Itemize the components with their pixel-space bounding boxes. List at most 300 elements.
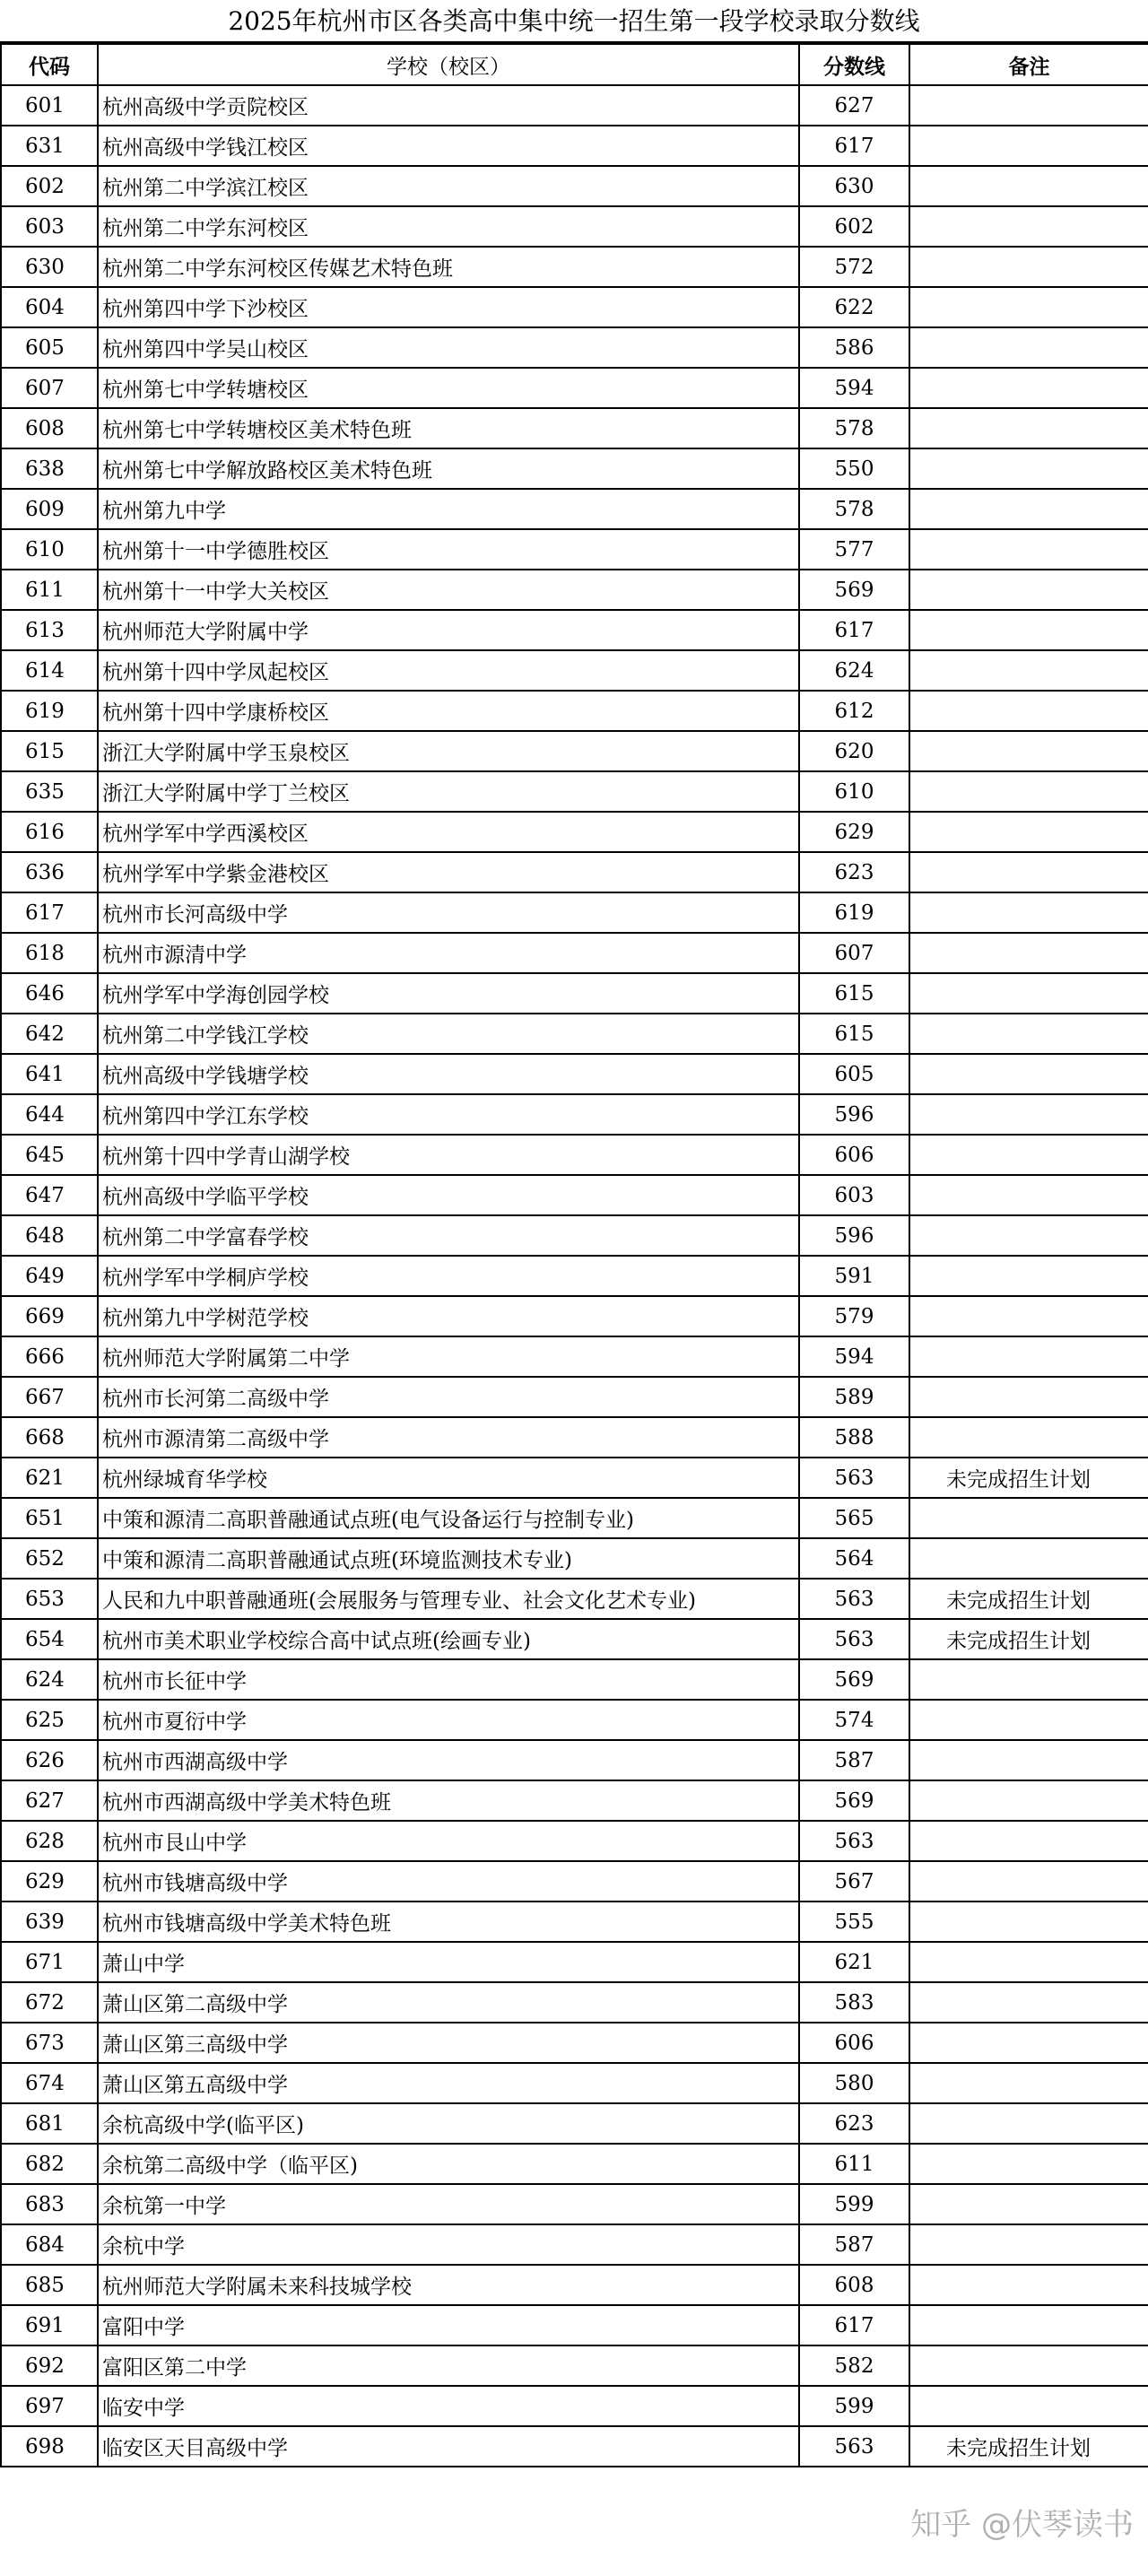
cell-score: 627 xyxy=(799,85,909,126)
cell-score: 596 xyxy=(799,1094,909,1135)
cell-score: 605 xyxy=(799,1054,909,1094)
cell-code: 653 xyxy=(1,1579,98,1619)
table-row xyxy=(1,570,1148,610)
cell-code: 692 xyxy=(1,2345,98,2386)
cell-code: 673 xyxy=(1,2023,98,2063)
cell-note xyxy=(909,1094,1148,1135)
cell-note xyxy=(909,489,1148,529)
cell-note xyxy=(909,2063,1148,2103)
cell-note xyxy=(909,1982,1148,2023)
cell-school: 杭州市钱塘高级中学 xyxy=(98,1861,799,1902)
cell-score: 569 xyxy=(799,1780,909,1821)
cell-score: 594 xyxy=(799,1336,909,1377)
cell-school: 富阳中学 xyxy=(98,2305,799,2345)
cell-school: 杭州第十四中学青山湖学校 xyxy=(98,1135,799,1175)
table-row xyxy=(1,1054,1148,1094)
cell-code: 626 xyxy=(1,1740,98,1780)
table-row xyxy=(1,2063,1148,2103)
cell-note xyxy=(909,1377,1148,1417)
cell-code: 631 xyxy=(1,126,98,166)
table-row xyxy=(1,2103,1148,2144)
cell-note xyxy=(909,166,1148,206)
cell-code: 610 xyxy=(1,529,98,570)
cell-score: 611 xyxy=(799,2144,909,2184)
cell-note xyxy=(909,2144,1148,2184)
cell-note xyxy=(909,1256,1148,1296)
cell-score: 564 xyxy=(799,1538,909,1579)
table-row xyxy=(1,1821,1148,1861)
cell-school: 杭州第二中学滨江校区 xyxy=(98,166,799,206)
cell-note xyxy=(909,610,1148,650)
cell-score: 574 xyxy=(799,1700,909,1740)
cell-note xyxy=(909,529,1148,570)
table-row xyxy=(1,771,1148,812)
cell-code: 614 xyxy=(1,650,98,691)
cell-note xyxy=(909,368,1148,408)
cell-score: 607 xyxy=(799,933,909,973)
cell-code: 642 xyxy=(1,1014,98,1054)
cell-code: 652 xyxy=(1,1538,98,1579)
cell-note xyxy=(909,1700,1148,1740)
cell-school: 杭州第二中学富春学校 xyxy=(98,1215,799,1256)
cell-score: 579 xyxy=(799,1296,909,1336)
cell-score: 623 xyxy=(799,2103,909,2144)
table-row xyxy=(1,1902,1148,1942)
cell-note xyxy=(909,691,1148,731)
cell-school: 杭州第四中学吴山校区 xyxy=(98,327,799,368)
table-body xyxy=(1,85,1148,2467)
cell-school: 余杭第二高级中学（临平区) xyxy=(98,2144,799,2184)
cell-school: 临安区天目高级中学 xyxy=(98,2426,799,2467)
cell-note xyxy=(909,2224,1148,2265)
cell-note xyxy=(909,933,1148,973)
cell-score: 569 xyxy=(799,570,909,610)
cell-code: 651 xyxy=(1,1498,98,1538)
cell-score: 603 xyxy=(799,1175,909,1215)
cell-school: 杭州市钱塘高级中学美术特色班 xyxy=(98,1902,799,1942)
cell-note xyxy=(909,1336,1148,1377)
table-row xyxy=(1,2386,1148,2426)
cell-note xyxy=(909,731,1148,771)
cell-note xyxy=(909,812,1148,852)
table-row xyxy=(1,1175,1148,1215)
cell-code: 666 xyxy=(1,1336,98,1377)
cell-school: 杭州市长河第二高级中学 xyxy=(98,1377,799,1417)
cell-score: 550 xyxy=(799,448,909,489)
table-row xyxy=(1,529,1148,570)
header-school: 学校（校区） xyxy=(98,44,799,85)
table-row xyxy=(1,1256,1148,1296)
cell-school: 杭州第九中学 xyxy=(98,489,799,529)
table-row xyxy=(1,126,1148,166)
table-row xyxy=(1,1700,1148,1740)
cell-school: 杭州师范大学附属中学 xyxy=(98,610,799,650)
cell-school: 杭州市源清第二高级中学 xyxy=(98,1417,799,1458)
cell-school: 杭州市夏衍中学 xyxy=(98,1700,799,1740)
cell-note xyxy=(909,2345,1148,2386)
cell-note xyxy=(909,85,1148,126)
cell-school: 杭州第二中学东河校区传媒艺术特色班 xyxy=(98,247,799,287)
cell-score: 596 xyxy=(799,1215,909,1256)
cell-school: 中策和源清二高职普融通试点班(环境监测技术专业) xyxy=(98,1538,799,1579)
table-row xyxy=(1,1458,1148,1498)
cell-code: 602 xyxy=(1,166,98,206)
cell-code: 605 xyxy=(1,327,98,368)
cell-note xyxy=(909,1780,1148,1821)
cell-note xyxy=(909,1296,1148,1336)
cell-score: 563 xyxy=(799,1458,909,1498)
cell-code: 627 xyxy=(1,1780,98,1821)
cell-school: 杭州高级中学钱江校区 xyxy=(98,126,799,166)
cell-school: 杭州学军中学紫金港校区 xyxy=(98,852,799,892)
cell-school: 杭州第十一中学德胜校区 xyxy=(98,529,799,570)
cell-code: 639 xyxy=(1,1902,98,1942)
cell-score: 588 xyxy=(799,1417,909,1458)
cell-code: 635 xyxy=(1,771,98,812)
table-row xyxy=(1,2426,1148,2467)
cell-note xyxy=(909,1215,1148,1256)
table-row xyxy=(1,610,1148,650)
header-row xyxy=(1,44,1148,85)
table-row xyxy=(1,287,1148,327)
table-row xyxy=(1,1780,1148,1821)
cell-school: 杭州第七中学转塘校区美术特色班 xyxy=(98,408,799,448)
cell-code: 683 xyxy=(1,2184,98,2224)
cell-score: 615 xyxy=(799,1014,909,1054)
cell-note xyxy=(909,247,1148,287)
score-table xyxy=(0,43,1148,2467)
cell-code: 645 xyxy=(1,1135,98,1175)
cell-note xyxy=(909,1135,1148,1175)
table-row xyxy=(1,2184,1148,2224)
cell-code: 682 xyxy=(1,2144,98,2184)
table-row xyxy=(1,247,1148,287)
cell-school: 萧山区第二高级中学 xyxy=(98,1982,799,2023)
cell-school: 杭州高级中学钱塘学校 xyxy=(98,1054,799,1094)
cell-score: 630 xyxy=(799,166,909,206)
cell-score: 617 xyxy=(799,126,909,166)
cell-score: 589 xyxy=(799,1377,909,1417)
cell-school: 余杭中学 xyxy=(98,2224,799,2265)
cell-score: 583 xyxy=(799,1982,909,2023)
cell-score: 599 xyxy=(799,2386,909,2426)
cell-score: 620 xyxy=(799,731,909,771)
table-row xyxy=(1,489,1148,529)
cell-school: 余杭高级中学(临平区) xyxy=(98,2103,799,2144)
table-row xyxy=(1,2265,1148,2305)
cell-score: 617 xyxy=(799,610,909,650)
cell-score: 617 xyxy=(799,2305,909,2345)
cell-school: 杭州第十一中学大关校区 xyxy=(98,570,799,610)
cell-note xyxy=(909,1902,1148,1942)
cell-score: 594 xyxy=(799,368,909,408)
cell-score: 623 xyxy=(799,852,909,892)
cell-code: 630 xyxy=(1,247,98,287)
cell-note xyxy=(909,206,1148,247)
cell-score: 629 xyxy=(799,812,909,852)
cell-school: 萧山中学 xyxy=(98,1942,799,1982)
cell-school: 杭州第九中学树范学校 xyxy=(98,1296,799,1336)
cell-school: 萧山区第五高级中学 xyxy=(98,2063,799,2103)
table-row xyxy=(1,85,1148,126)
cell-note xyxy=(909,2265,1148,2305)
cell-note: 未完成招生计划 xyxy=(909,1458,1148,1498)
table-row xyxy=(1,933,1148,973)
cell-code: 624 xyxy=(1,1659,98,1700)
cell-note: 未完成招生计划 xyxy=(909,1619,1148,1659)
cell-school: 杭州高级中学贡院校区 xyxy=(98,85,799,126)
cell-code: 609 xyxy=(1,489,98,529)
cell-school: 杭州市西湖高级中学美术特色班 xyxy=(98,1780,799,1821)
cell-school: 杭州第十四中学康桥校区 xyxy=(98,691,799,731)
cell-school: 杭州市长河高级中学 xyxy=(98,892,799,933)
table-row xyxy=(1,731,1148,771)
cell-note xyxy=(909,327,1148,368)
cell-note xyxy=(909,973,1148,1014)
cell-note xyxy=(909,1175,1148,1215)
cell-code: 629 xyxy=(1,1861,98,1902)
cell-school: 浙江大学附属中学丁兰校区 xyxy=(98,771,799,812)
table-row xyxy=(1,1336,1148,1377)
cell-score: 606 xyxy=(799,2023,909,2063)
cell-code: 669 xyxy=(1,1296,98,1336)
cell-note xyxy=(909,2305,1148,2345)
cell-school: 杭州市西湖高级中学 xyxy=(98,1740,799,1780)
cell-note xyxy=(909,1417,1148,1458)
cell-school: 杭州第十四中学凤起校区 xyxy=(98,650,799,691)
cell-note xyxy=(909,1054,1148,1094)
cell-score: 578 xyxy=(799,408,909,448)
cell-note xyxy=(909,852,1148,892)
cell-code: 621 xyxy=(1,1458,98,1498)
cell-code: 616 xyxy=(1,812,98,852)
table-row xyxy=(1,1094,1148,1135)
cell-code: 646 xyxy=(1,973,98,1014)
cell-code: 681 xyxy=(1,2103,98,2144)
cell-code: 603 xyxy=(1,206,98,247)
table-row xyxy=(1,852,1148,892)
cell-score: 615 xyxy=(799,973,909,1014)
cell-school: 人民和九中职普融通班(会展服务与管理专业、社会文化艺术专业) xyxy=(98,1579,799,1619)
cell-score: 582 xyxy=(799,2345,909,2386)
cell-score: 624 xyxy=(799,650,909,691)
table-row xyxy=(1,368,1148,408)
cell-score: 567 xyxy=(799,1861,909,1902)
cell-school: 萧山区第三高级中学 xyxy=(98,2023,799,2063)
cell-code: 636 xyxy=(1,852,98,892)
cell-note xyxy=(909,1498,1148,1538)
cell-code: 638 xyxy=(1,448,98,489)
table-row xyxy=(1,1215,1148,1256)
cell-score: 606 xyxy=(799,1135,909,1175)
cell-note: 未完成招生计划 xyxy=(909,2426,1148,2467)
cell-school: 杭州师范大学附属未来科技城学校 xyxy=(98,2265,799,2305)
cell-school: 杭州师范大学附属第二中学 xyxy=(98,1336,799,1377)
cell-school: 富阳区第二中学 xyxy=(98,2345,799,2386)
cell-note xyxy=(909,126,1148,166)
cell-school: 杭州学军中学海创园学校 xyxy=(98,973,799,1014)
cell-score: 572 xyxy=(799,247,909,287)
cell-score: 591 xyxy=(799,1256,909,1296)
cell-note: 未完成招生计划 xyxy=(909,1579,1148,1619)
cell-code: 691 xyxy=(1,2305,98,2345)
cell-code: 615 xyxy=(1,731,98,771)
cell-code: 684 xyxy=(1,2224,98,2265)
cell-school: 杭州第七中学解放路校区美术特色班 xyxy=(98,448,799,489)
cell-note xyxy=(909,287,1148,327)
cell-code: 619 xyxy=(1,691,98,731)
cell-note xyxy=(909,1014,1148,1054)
table-row xyxy=(1,812,1148,852)
cell-score: 621 xyxy=(799,1942,909,1982)
cell-code: 613 xyxy=(1,610,98,650)
cell-code: 685 xyxy=(1,2265,98,2305)
cell-school: 临安中学 xyxy=(98,2386,799,2426)
table-row xyxy=(1,166,1148,206)
cell-note xyxy=(909,1740,1148,1780)
cell-score: 622 xyxy=(799,287,909,327)
cell-school: 杭州第七中学转塘校区 xyxy=(98,368,799,408)
cell-note xyxy=(909,650,1148,691)
table-row xyxy=(1,2224,1148,2265)
cell-code: 698 xyxy=(1,2426,98,2467)
cell-code: 628 xyxy=(1,1821,98,1861)
cell-school: 中策和源清二高职普融通试点班(电气设备运行与控制专业) xyxy=(98,1498,799,1538)
cell-score: 580 xyxy=(799,2063,909,2103)
cell-note xyxy=(909,2184,1148,2224)
table-row xyxy=(1,448,1148,489)
cell-code: 667 xyxy=(1,1377,98,1417)
cell-school: 杭州市美术职业学校综合高中试点班(绘画专业) xyxy=(98,1619,799,1659)
cell-score: 569 xyxy=(799,1659,909,1700)
table-row xyxy=(1,327,1148,368)
table-row xyxy=(1,1861,1148,1902)
cell-code: 601 xyxy=(1,85,98,126)
cell-score: 578 xyxy=(799,489,909,529)
cell-score: 563 xyxy=(799,1579,909,1619)
cell-score: 608 xyxy=(799,2265,909,2305)
cell-code: 668 xyxy=(1,1417,98,1458)
table-row xyxy=(1,1740,1148,1780)
cell-code: 625 xyxy=(1,1700,98,1740)
cell-code: 648 xyxy=(1,1215,98,1256)
table-row xyxy=(1,1982,1148,2023)
cell-note xyxy=(909,2023,1148,2063)
cell-note xyxy=(909,2386,1148,2426)
cell-note xyxy=(909,1942,1148,1982)
cell-score: 612 xyxy=(799,691,909,731)
cell-code: 674 xyxy=(1,2063,98,2103)
cell-school: 杭州市源清中学 xyxy=(98,933,799,973)
cell-school: 杭州第四中学下沙校区 xyxy=(98,287,799,327)
table-row xyxy=(1,1135,1148,1175)
cell-note xyxy=(909,1659,1148,1700)
cell-code: 604 xyxy=(1,287,98,327)
cell-note xyxy=(909,1538,1148,1579)
cell-score: 587 xyxy=(799,2224,909,2265)
header-code: 代码 xyxy=(1,44,98,85)
cell-code: 641 xyxy=(1,1054,98,1094)
sheet-title: 2025年杭州市区各类高中集中统一招生第一段学校录取分数线 xyxy=(0,0,1148,43)
table-row xyxy=(1,1377,1148,1417)
cell-score: 587 xyxy=(799,1740,909,1780)
cell-code: 697 xyxy=(1,2386,98,2426)
cell-note xyxy=(909,570,1148,610)
cell-code: 608 xyxy=(1,408,98,448)
cell-school: 杭州第二中学钱江学校 xyxy=(98,1014,799,1054)
table-row xyxy=(1,1659,1148,1700)
cell-code: 611 xyxy=(1,570,98,610)
cell-score: 586 xyxy=(799,327,909,368)
cell-code: 644 xyxy=(1,1094,98,1135)
table-row xyxy=(1,1014,1148,1054)
table-row xyxy=(1,2345,1148,2386)
cell-code: 617 xyxy=(1,892,98,933)
header-score: 分数线 xyxy=(799,44,909,85)
cell-note xyxy=(909,2103,1148,2144)
cell-score: 599 xyxy=(799,2184,909,2224)
cell-code: 649 xyxy=(1,1256,98,1296)
table-row xyxy=(1,2305,1148,2345)
cell-school: 杭州绿城育华学校 xyxy=(98,1458,799,1498)
table-row xyxy=(1,2144,1148,2184)
cell-score: 563 xyxy=(799,1821,909,1861)
cell-score: 555 xyxy=(799,1902,909,1942)
table-row xyxy=(1,206,1148,247)
table-row xyxy=(1,1538,1148,1579)
cell-score: 619 xyxy=(799,892,909,933)
cell-code: 618 xyxy=(1,933,98,973)
cell-code: 654 xyxy=(1,1619,98,1659)
cell-school: 杭州学军中学西溪校区 xyxy=(98,812,799,852)
table-row xyxy=(1,2023,1148,2063)
cell-school: 浙江大学附属中学玉泉校区 xyxy=(98,731,799,771)
cell-score: 563 xyxy=(799,1619,909,1659)
cell-note xyxy=(909,448,1148,489)
header-note: 备注 xyxy=(909,44,1148,85)
watermark: 知乎 @伏琴读书 xyxy=(910,2507,1134,2543)
cell-code: 671 xyxy=(1,1942,98,1982)
table-row xyxy=(1,691,1148,731)
cell-score: 563 xyxy=(799,2426,909,2467)
cell-school: 杭州市长征中学 xyxy=(98,1659,799,1700)
cell-school: 杭州第二中学东河校区 xyxy=(98,206,799,247)
cell-school: 杭州第四中学江东学校 xyxy=(98,1094,799,1135)
table-header xyxy=(1,44,1148,85)
cell-note xyxy=(909,892,1148,933)
table-row xyxy=(1,1417,1148,1458)
table-row xyxy=(1,1296,1148,1336)
cell-school: 杭州学军中学桐庐学校 xyxy=(98,1256,799,1296)
cell-note xyxy=(909,408,1148,448)
cell-score: 602 xyxy=(799,206,909,247)
cell-code: 672 xyxy=(1,1982,98,2023)
cell-school: 杭州高级中学临平学校 xyxy=(98,1175,799,1215)
cell-school: 余杭第一中学 xyxy=(98,2184,799,2224)
cell-code: 647 xyxy=(1,1175,98,1215)
cell-score: 565 xyxy=(799,1498,909,1538)
cell-note xyxy=(909,1821,1148,1861)
cell-score: 610 xyxy=(799,771,909,812)
cell-note xyxy=(909,1861,1148,1902)
cell-note xyxy=(909,771,1148,812)
table-row xyxy=(1,650,1148,691)
table-row xyxy=(1,1619,1148,1659)
table-row xyxy=(1,1579,1148,1619)
cell-code: 607 xyxy=(1,368,98,408)
cell-score: 577 xyxy=(799,529,909,570)
table-row xyxy=(1,408,1148,448)
